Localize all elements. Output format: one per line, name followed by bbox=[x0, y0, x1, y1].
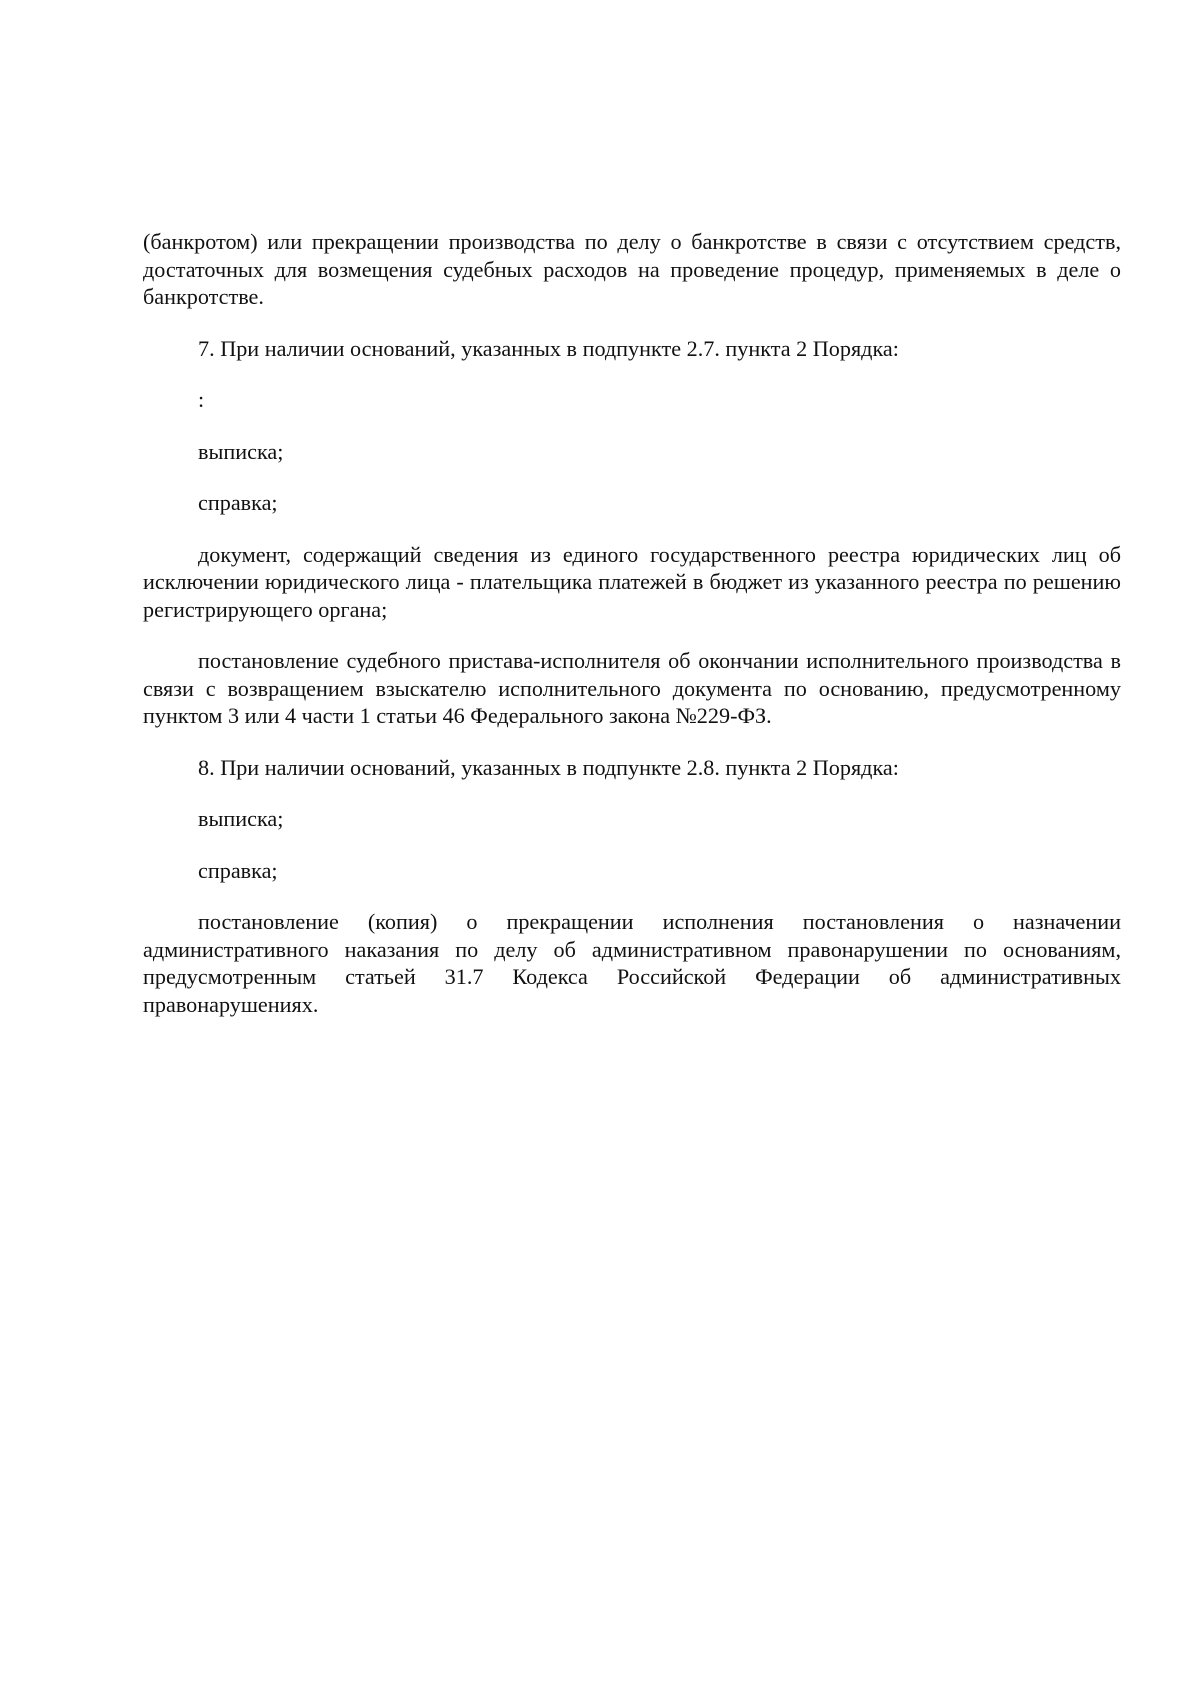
paragraph-termination-resolution: постановление (копия) о прекращении исполнения постановления о назначении административного наказания по делу об административном правонарушении по основаниям, предусмотренным статьей 31.7 Кодекса Российской Федерации об административных правонарушениях. bbox=[143, 909, 1121, 1017]
paragraph-extract-7: выписка; bbox=[198, 438, 284, 464]
paragraph-certificate-8: справка; bbox=[198, 857, 278, 883]
paragraph-colon: : bbox=[198, 387, 205, 412]
paragraph-egrul-document: документ, содержащий сведения из единого государственного реестра юридических лиц об исключении юридического лица - плательщика платежей в бюджет из указанного реестра по решению регистрирующего органа; bbox=[143, 541, 1121, 622]
paragraph-item-7-heading: 7. При наличии оснований, указанных в подпункте 2.7. пункта 2 Порядка: bbox=[198, 335, 899, 361]
paragraph-bankruptcy-continuation: (банкротом) или прекращении производства по делу о банкротстве в связи с отсутствием средств, достаточных для возмещения судебных расходов на проведение процедур, применяемых в деле о банкротстве. bbox=[143, 229, 1121, 309]
paragraph-item-8-heading: 8. При наличии оснований, указанных в подпункте 2.8. пункта 2 Порядка: bbox=[198, 754, 899, 780]
paragraph-extract-8: выписка; bbox=[198, 806, 284, 831]
paragraph-certificate-7: справка; bbox=[198, 490, 278, 515]
document-body bbox=[143, 228, 1121, 1018]
paragraph-bailiff-resolution: постановление судебного пристава-исполнителя об окончании исполнительного производства в связи с возвращением взыскателю исполнительного документа по основанию, предусмотренному пунктом 3 или 4 части 1 статьи 46 Федерального закона №229-ФЗ. bbox=[143, 648, 1121, 728]
